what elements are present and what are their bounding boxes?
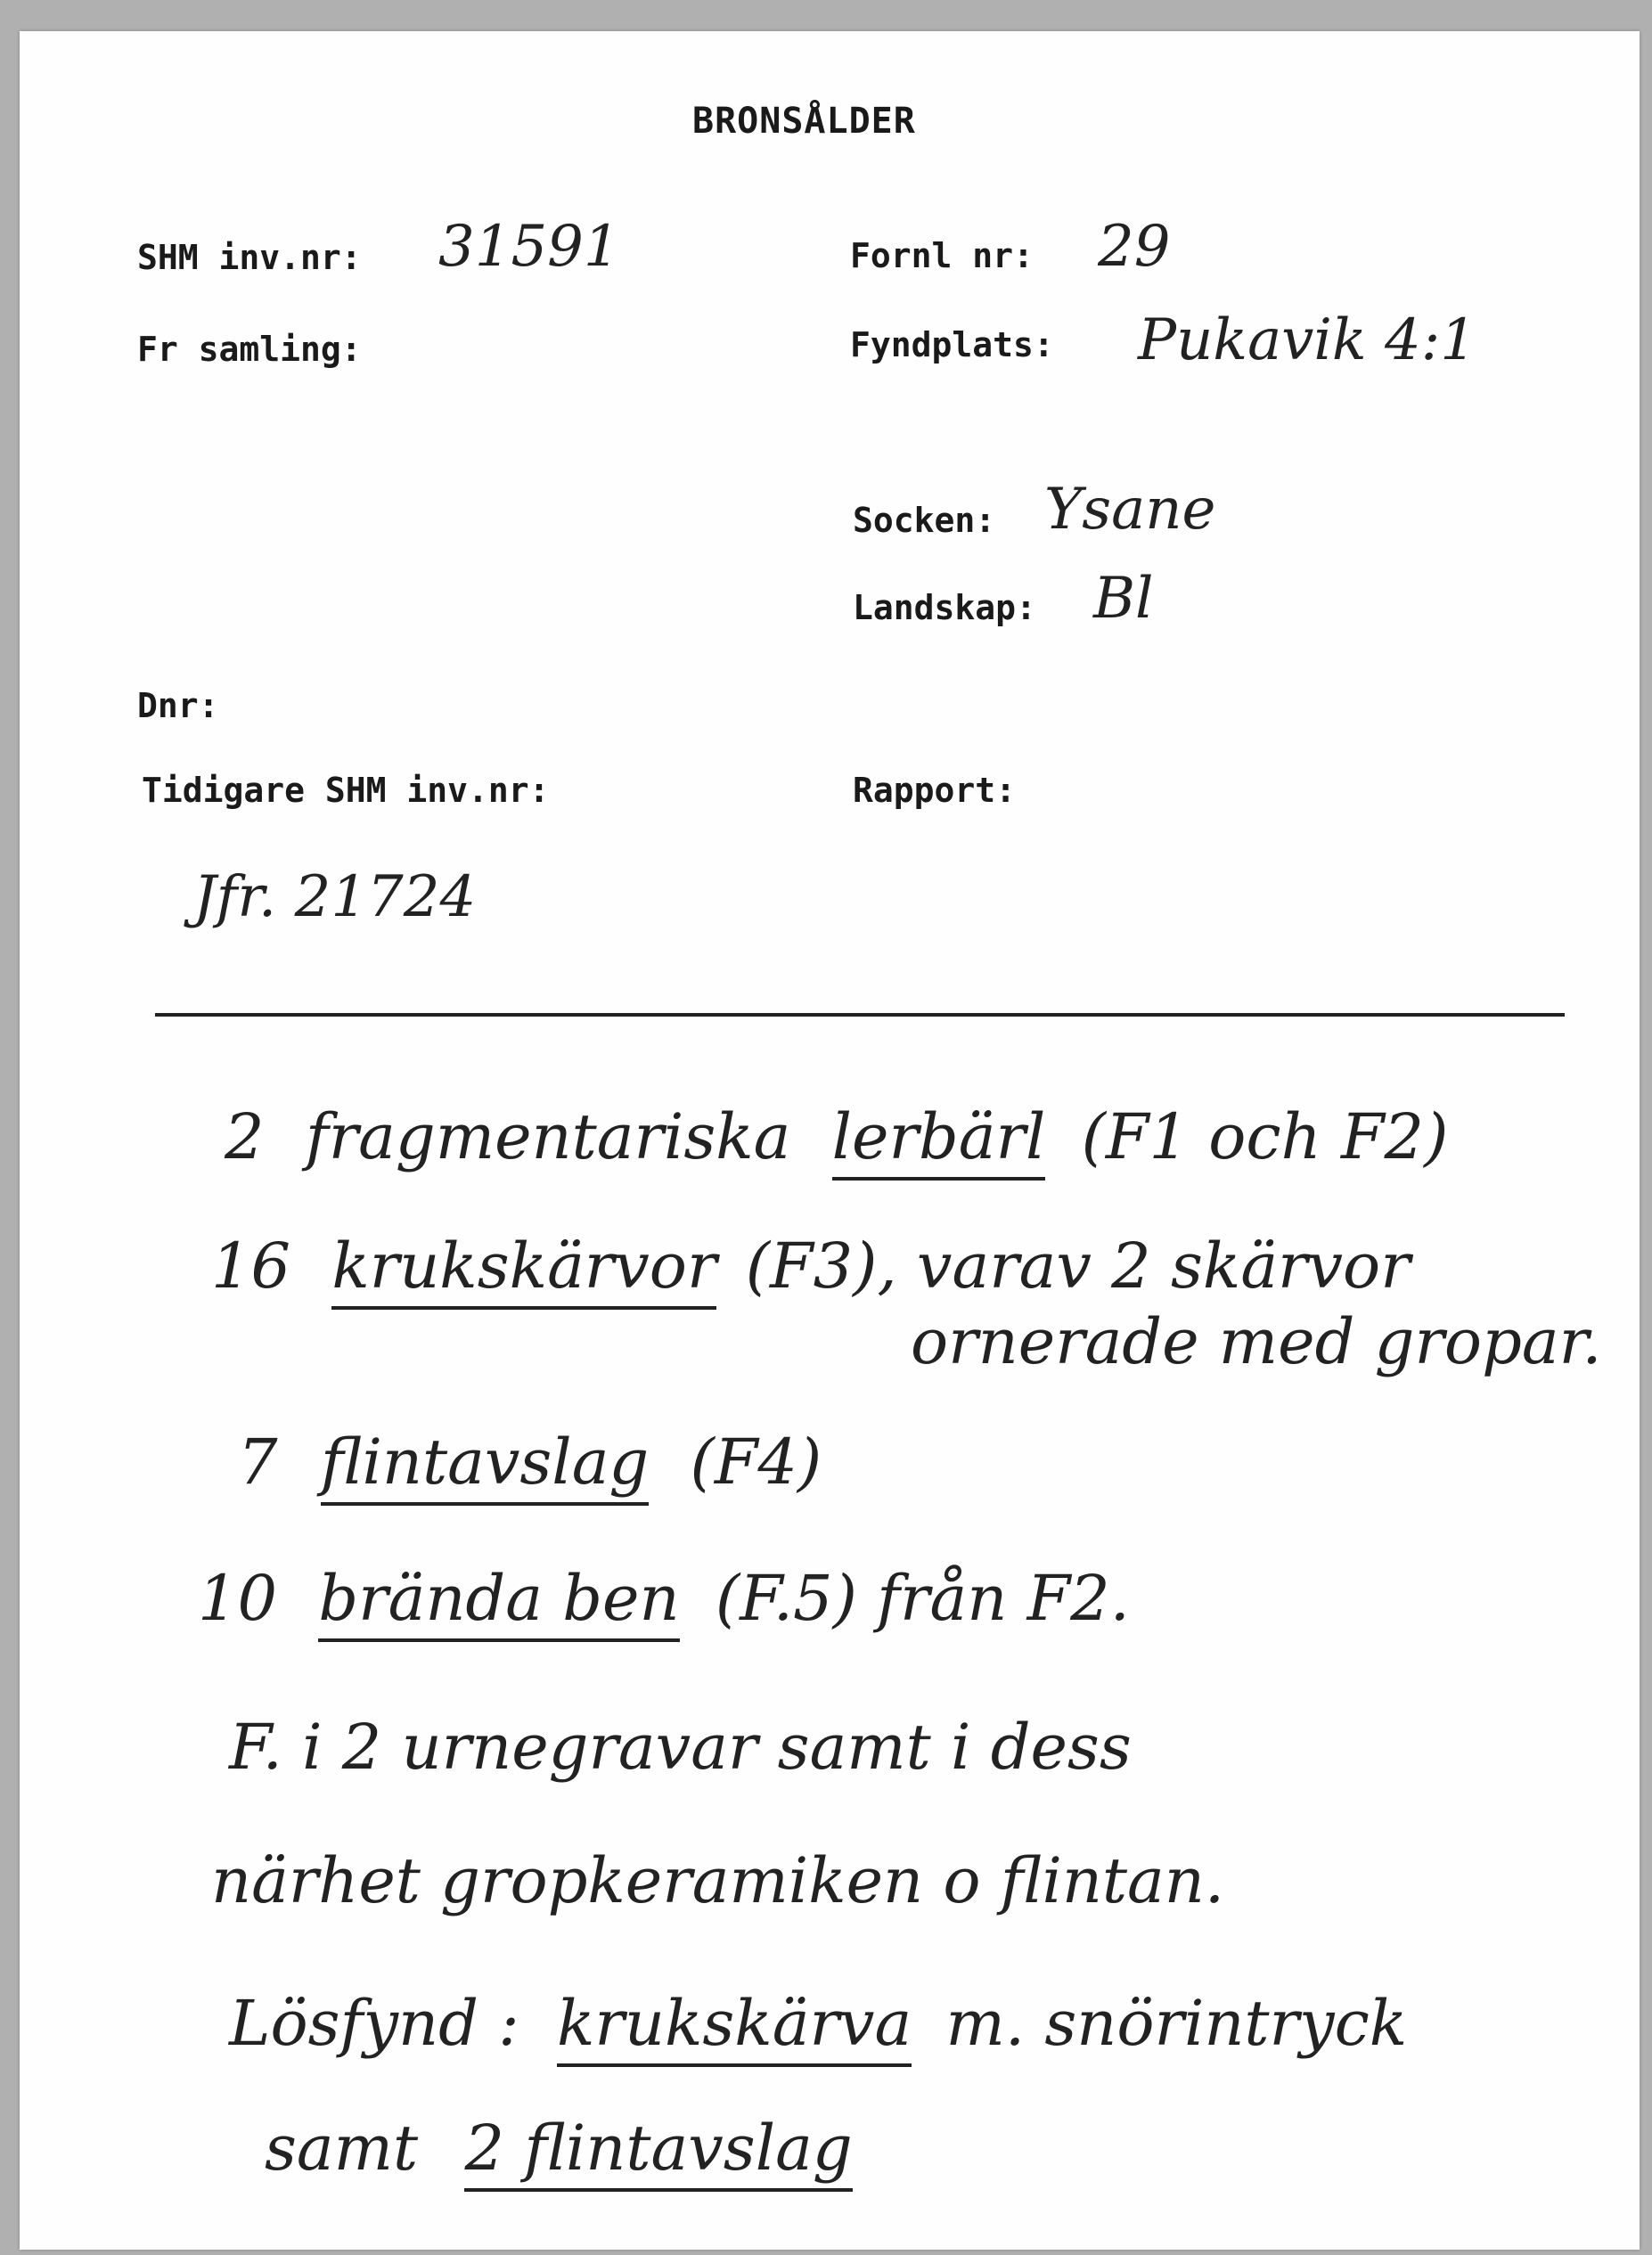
fyndplats-value: Pukavik 4:1 — [1138, 307, 1476, 373]
note-l1-ref: (F1 och F2) — [1081, 1100, 1449, 1173]
note-l1-number: 2 — [225, 1100, 265, 1173]
rapport-label: Rapport: — [853, 771, 1017, 810]
divider-line — [155, 1013, 1565, 1017]
note-line-4 — [198, 1562, 1130, 1635]
socken-value: Ysane — [1044, 477, 1216, 543]
note-line-8 — [265, 2112, 853, 2185]
note-l8-underlined: 2 flintavslag — [464, 2112, 852, 2192]
shm-inv-label: SHM inv.nr: — [137, 238, 362, 277]
note-line-7 — [229, 1987, 1407, 2060]
note-line-2b: ornerade med gropar. — [911, 1305, 1602, 1378]
tidigare-value: Jfr. 21724 — [193, 864, 477, 930]
note-l3-ref: (F4) — [690, 1426, 822, 1499]
note-l4-number: 10 — [198, 1562, 278, 1635]
note-l2-number: 16 — [211, 1230, 291, 1303]
fr-samling-label: Fr samling: — [137, 330, 362, 369]
note-l2-underlined: krukskärvor — [331, 1230, 716, 1310]
fyndplats-label: Fyndplats: — [850, 325, 1054, 364]
catalog-card — [20, 31, 1640, 2250]
shm-inv-value: 31591 — [438, 214, 620, 280]
note-l3-number: 7 — [238, 1426, 278, 1499]
note-line-2 — [211, 1230, 1411, 1303]
note-l7-text: Lösfynd : — [229, 1987, 519, 2060]
note-l4-text: (F.5) från F2. — [715, 1562, 1130, 1635]
note-l7-underlined: krukskärva — [557, 1987, 912, 2067]
note-line-5: F. i 2 urnegravar samt i dess — [229, 1711, 1132, 1784]
landskap-label: Landskap: — [853, 588, 1036, 627]
note-l4-underlined: brända ben — [318, 1562, 679, 1642]
socken-label: Socken: — [853, 501, 996, 540]
dnr-label: Dnr: — [137, 686, 219, 725]
note-line-1 — [225, 1100, 1448, 1173]
note-l7-rest: m. snörintryck — [945, 1987, 1408, 2060]
landskap-value: Bl — [1093, 566, 1154, 632]
note-l8-text: samt — [265, 2112, 419, 2185]
fornl-value: 29 — [1098, 214, 1171, 280]
tidigare-label: Tidigare SHM inv.nr: — [142, 771, 550, 810]
note-line-3 — [238, 1426, 822, 1499]
fornl-label: Fornl nr: — [850, 236, 1034, 275]
note-line-6: närhet gropkeramiken o flintan. — [211, 1844, 1225, 1917]
note-l3-underlined: flintavslag — [321, 1426, 649, 1506]
card-heading: BRONSÅLDER — [692, 101, 916, 142]
note-l1-underlined: lerbärl — [832, 1100, 1046, 1181]
note-l1-text: fragmentariska — [305, 1100, 791, 1173]
note-l2-text: (F3), varav 2 skärvor — [745, 1230, 1411, 1303]
